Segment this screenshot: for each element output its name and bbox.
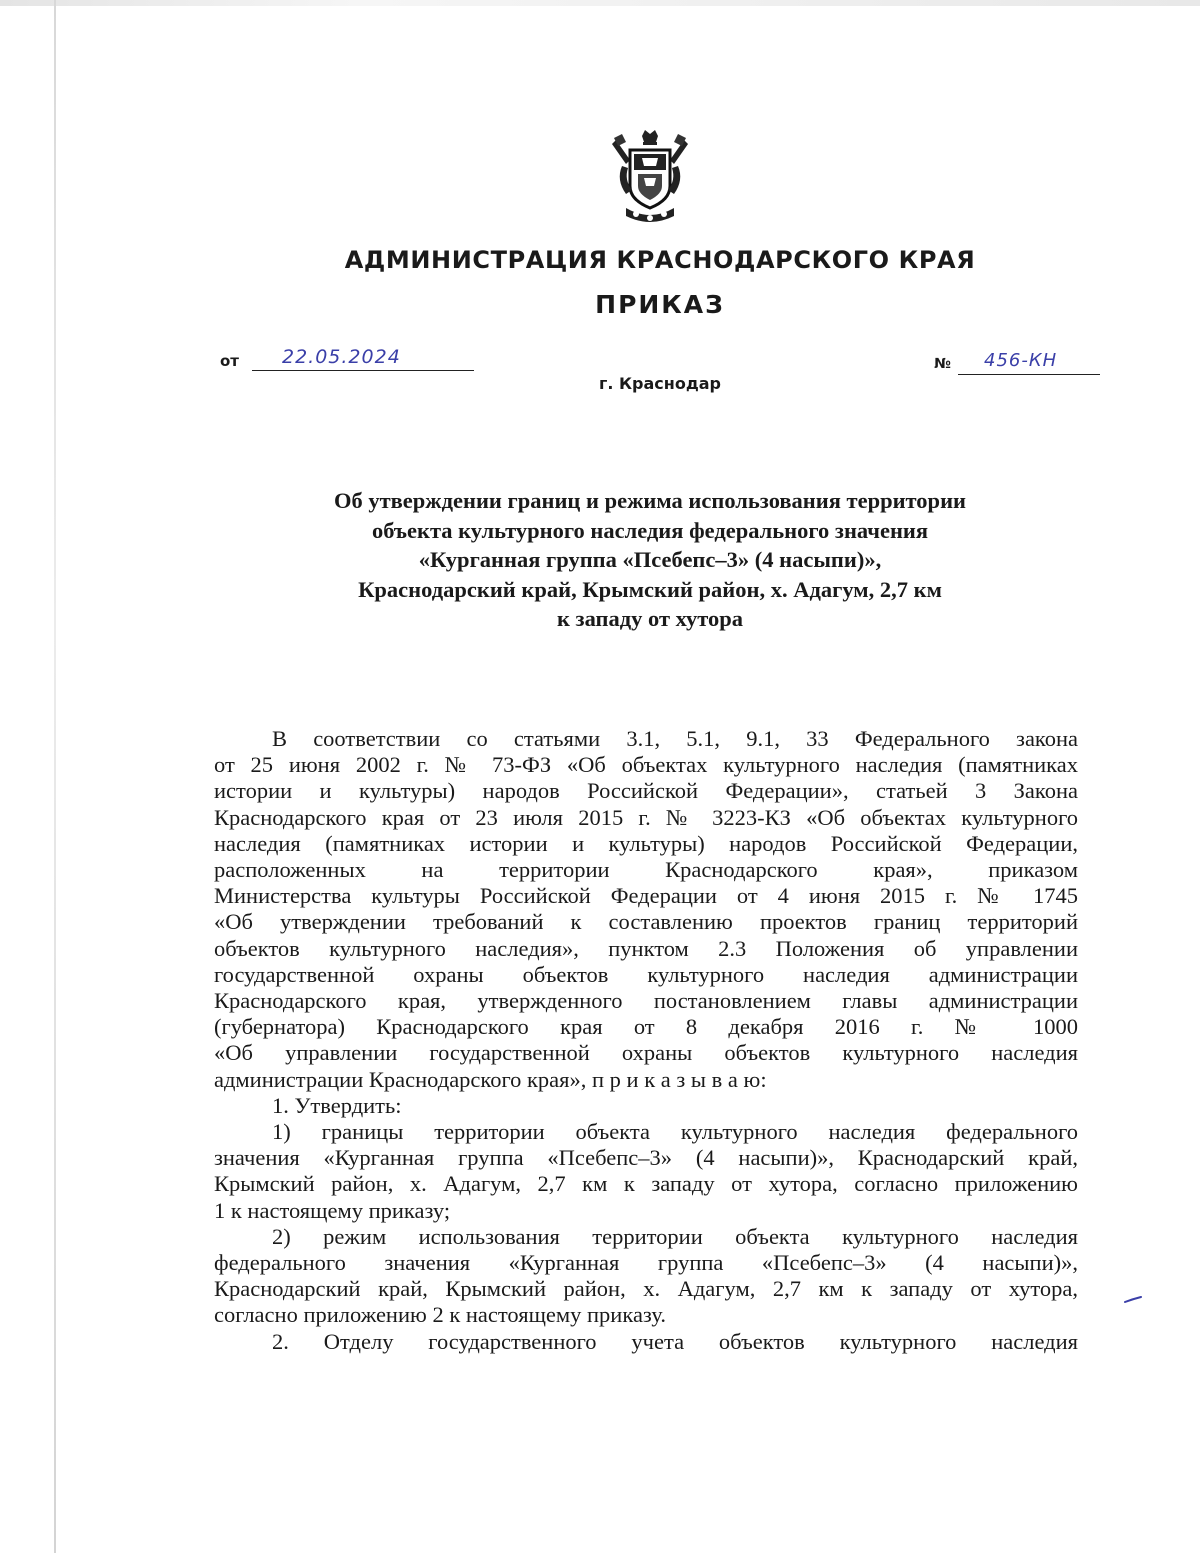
item-1-2-line: согласно приложению 2 к настоящему приказу.: [214, 1302, 666, 1328]
date-underline: [252, 370, 474, 371]
date-label: от: [220, 352, 239, 370]
item-1-heading: 1. Утвердить:: [272, 1092, 402, 1118]
krasnodar-coat-of-arms-icon: [612, 130, 688, 226]
body-line: «Об управлении государственной охраны объектов культурного наследия: [214, 1040, 1078, 1066]
body-line: В соответствии со статьями 3.1, 5.1, 9.1, 33 Федерального закона: [272, 726, 1078, 751]
document-body: [214, 726, 1078, 1355]
body-line: Министерства культуры Российской Федерации от 4 июня 2015 г. № 1745: [214, 883, 1078, 909]
body-line: истории и культуры) народов Российской Федерации», статьей 3 Закона: [214, 778, 1078, 804]
item-1-1-line: 1 к настоящему приказу;: [214, 1197, 451, 1223]
body-line: расположенных на территории Краснодарского края», приказом: [214, 857, 1078, 883]
body-line: от 25 июня 2002 г. № 73-ФЗ «Об объектах культурного наследия (памятниках: [214, 752, 1078, 778]
subject-line: объекта культурного наследия федерального значения: [371, 517, 929, 543]
scan-left-edge: [54, 0, 56, 1553]
body-line: государственной охраны объектов культурного наследия администрации: [214, 961, 1078, 987]
subject-line: Краснодарский край, Крымский район, х. Адагум, 2,7 км: [358, 576, 942, 602]
scan-top-edge: [0, 0, 1200, 6]
number-underline: [958, 374, 1100, 375]
subject-line: Об утверждении границ и режима использования территории: [333, 488, 967, 513]
organization-title: АДМИНИСТРАЦИЯ КРАСНОДАРСКОГО КРАЯ: [344, 246, 976, 274]
subject-line: «Курганная группа «Псебепс–3» (4 насыпи)»,: [418, 547, 882, 572]
body-line: Краснодарского края от 23 июля 2015 г. № 3223-КЗ «Об объектах культурного: [214, 804, 1078, 830]
item-1-1-line: значения «Курганная группа «Псебепс–3» (4 насыпи)», Краснодарский край,: [214, 1145, 1078, 1171]
body-line: «Об утверждении требований к составлению проектов границ территорий: [214, 909, 1078, 935]
item-2-line: 2. Отделу государственного учета объектов культурного наследия: [272, 1328, 1078, 1354]
subject-line: к западу от хутора: [556, 606, 744, 631]
item-1-1-line: 1) границы территории объекта культурного наследия федерального: [272, 1119, 1078, 1145]
margin-pen-mark: [1124, 1296, 1142, 1304]
item-1-1-line: Крымский район, х. Адагум, 2,7 км к западу от хутора, согласно приложению: [214, 1171, 1078, 1197]
number-label: №: [934, 356, 951, 372]
body-line: администрации Краснодарского края», п р и к а з ы в а ю:: [214, 1066, 767, 1092]
item-1-2-line: федерального значения «Курганная группа «Псебепс–3» (4 насыпи)»,: [214, 1250, 1078, 1276]
document-subject: [270, 486, 1030, 634]
item-1-2-line: 2) режим использования территории объекта культурного наследия: [272, 1223, 1078, 1249]
body-line: (губернатора) Краснодарского края от 8 декабря 2016 г. № 1000: [214, 1014, 1078, 1040]
body-line: объектов культурного наследия», пунктом 2.3 Положения об управлении: [214, 935, 1078, 961]
document-type: ПРИКАЗ: [595, 290, 725, 319]
body-line: Краснодарского края, утвержденного постановлением главы администрации: [214, 988, 1078, 1014]
city-label: г. Краснодар: [598, 374, 722, 393]
body-line: наследия (памятниках истории и культуры) народов Российской Федерации,: [214, 830, 1078, 856]
date-value-handwritten: 22.05.2024: [282, 346, 401, 368]
number-value-handwritten: 456-КН: [984, 350, 1058, 371]
item-1-2-line: Краснодарский край, Крымский район, х. Адагум, 2,7 км к западу от хутора,: [214, 1276, 1078, 1302]
